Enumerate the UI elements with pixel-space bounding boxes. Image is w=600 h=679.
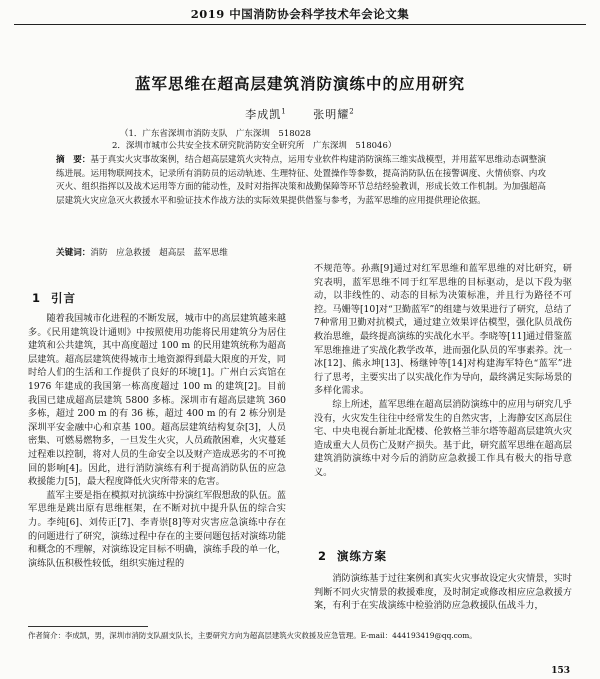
affiliation-2: 2．深圳市城市公共安全技术研究院消防安全研究所 广东深圳 518046） xyxy=(112,141,397,151)
section-2-body xyxy=(314,572,572,613)
author-2: 张明耀$^2$ xyxy=(313,107,355,121)
keywords-label: 关键词： xyxy=(56,248,91,258)
section-1-heading: 1 引言 xyxy=(32,291,77,305)
abstract-text: 基于真实火灾事故案例，结合超高层建筑火灾特点，运用专业软件构建消防演练三维实战模型，并用蓝军思维动态调整演练进展。运用物联网技术，记录所有消防员的运动轨迹、生理特征、处置操作等参数，提高消防队伍在接警调度、火情侦察、内攻灭火、组织指挥以及战术运用等方面的能动性，及时对指挥决策和战勤保障等环节总结经验教训，形成长效工作机制。为加强超高层建筑火灾应急灭火救援水平和验证技术作战方法的实际效果提供借鉴与参考，为蓝军思维的应用提供理论依据。 xyxy=(56,155,546,206)
author-1: 李成凯$^1$ xyxy=(245,107,287,121)
section-2-heading: 2 演练方案 xyxy=(318,549,388,563)
abstract xyxy=(56,154,546,208)
right-paragraph-1: 不规范等。孙燕[9]通过对红军思维和蓝军思维的对比研究，研究表明，蓝军思维不同于红军思维的目标驱动，是以下段为驱动，以非线性的、动态的目标为决策标准，并且行为路径不可控。马姗等[10]对“卫勤蓝军”的组建与效果进行了研究，总结了 7种常用卫勤对抗模式，通过建立效果评估模型，强化队员战伤救治思维，最终提高演练的实战化水平。李晓等[11]通过借鉴蓝军思维推进了实战化教学改革，进而强化队员的军事素养。沈一冰[12]、熊永坤[13]、杨继钟等[14]对构建海军特色“蓝军”进行了思考，主要实出了以实战化作为导向，最终满足实际场景的多样化需求。 xyxy=(314,263,572,397)
right-column xyxy=(314,262,572,480)
running-header: 2019 中国消防协会科学技术年会论文集 xyxy=(190,7,410,21)
left-column xyxy=(28,312,286,570)
header-divider xyxy=(14,24,586,25)
keywords-text: 消防 应急救援 超高层 蓝军思维 xyxy=(90,248,228,258)
intro-paragraph-2: 蓝军主要是指在模拟对抗演练中扮演红军假想敌的队伍。蓝军思维是跳出原有思维框架，在不断对抗中提升队伍的综合实力。李纯[6]、刘传正[7]、李青崇[8]等对灾害应急演练中存在的问题进行了研究，演练过程中存在的主要问题包括对演练功能和概念的不理解，对演练设定目标不明确，演练手段的单一化，演练队伍积极性较低，组织实施过程的 xyxy=(28,489,286,569)
page-number: 153 xyxy=(551,666,570,676)
right-paragraph-2: 综上所述，蓝军思维在超高层消防演练中的应用与研究几乎没有，火灾发生往往中经常发生的自然灾害，上海静安区高层住宅、中央电视台新址北配楼、伦敦格兰菲尔塔等超高层建筑火灾造成重大人员伤亡及财产损失。基于此，研究蓝军思维在超高层建筑消防演练中对今后的消防应急救援工作具有极大的指导意义。 xyxy=(314,398,572,478)
abstract-label: 摘 要： xyxy=(56,155,91,165)
footnote-divider xyxy=(28,626,148,627)
section-2-paragraph: 消防演练基于过往案例和真实火灾事故设定火灾情景，实时判断不同火灾情景的救援难度，及时制定或修改相应应急救援方案，有利于在实战演练中检验消防应急救援队伍战斗力， xyxy=(314,573,572,612)
intro-paragraph-1: 随着我国城市化进程的不断发展，城市中的高层建筑越来越多。《民用建筑设计通则》中按照使用功能将民用建筑分为居住建筑和公共建筑，其中高度超过 100 m 的民用建筑统称为超高层建筑。超高层建筑使得城市土地资源得到最大限度的开发，同时给人们的生活和工作提供了良好的环境[1]。广州白云宾馆在 1976 年建成的我国第一栋高度超过 100 m 的建筑[2]。目前我国已建成超高层建筑 5800 多栋。深圳市有超高层建筑 360 多栋，超过 200 m 的有 36 栋，超过 400 m 的有 2 栋分别是深圳平安金融中心和京基 100。超高层建筑结构复杂[3]，人员密集、可燃易燃物多，一旦发生火灾，人员疏散困难，火灾蔓延过程难以控制，将对人员的生命安全以及财产造成恶劣的不可挽回的影响[4]。因此，进行消防演练有利于提高消防队伍的应急救援能力[5]，最大程度降低火灾所带来的危害。 xyxy=(28,313,286,488)
keywords xyxy=(56,246,546,258)
author-footnote: 作者简介：李成凯，男，深圳市消防支队副支队长，主要研究方向为超高层建筑火灾救援及应急管理。E-mail：444193419@qq.com。 xyxy=(28,631,477,640)
affiliation-1: （1．广东省深圳市消防支队 广东深圳 518028 xyxy=(120,129,311,139)
author-line xyxy=(0,106,600,122)
paper-title: 蓝军思维在超高层建筑消防演练中的应用研究 xyxy=(134,74,465,93)
